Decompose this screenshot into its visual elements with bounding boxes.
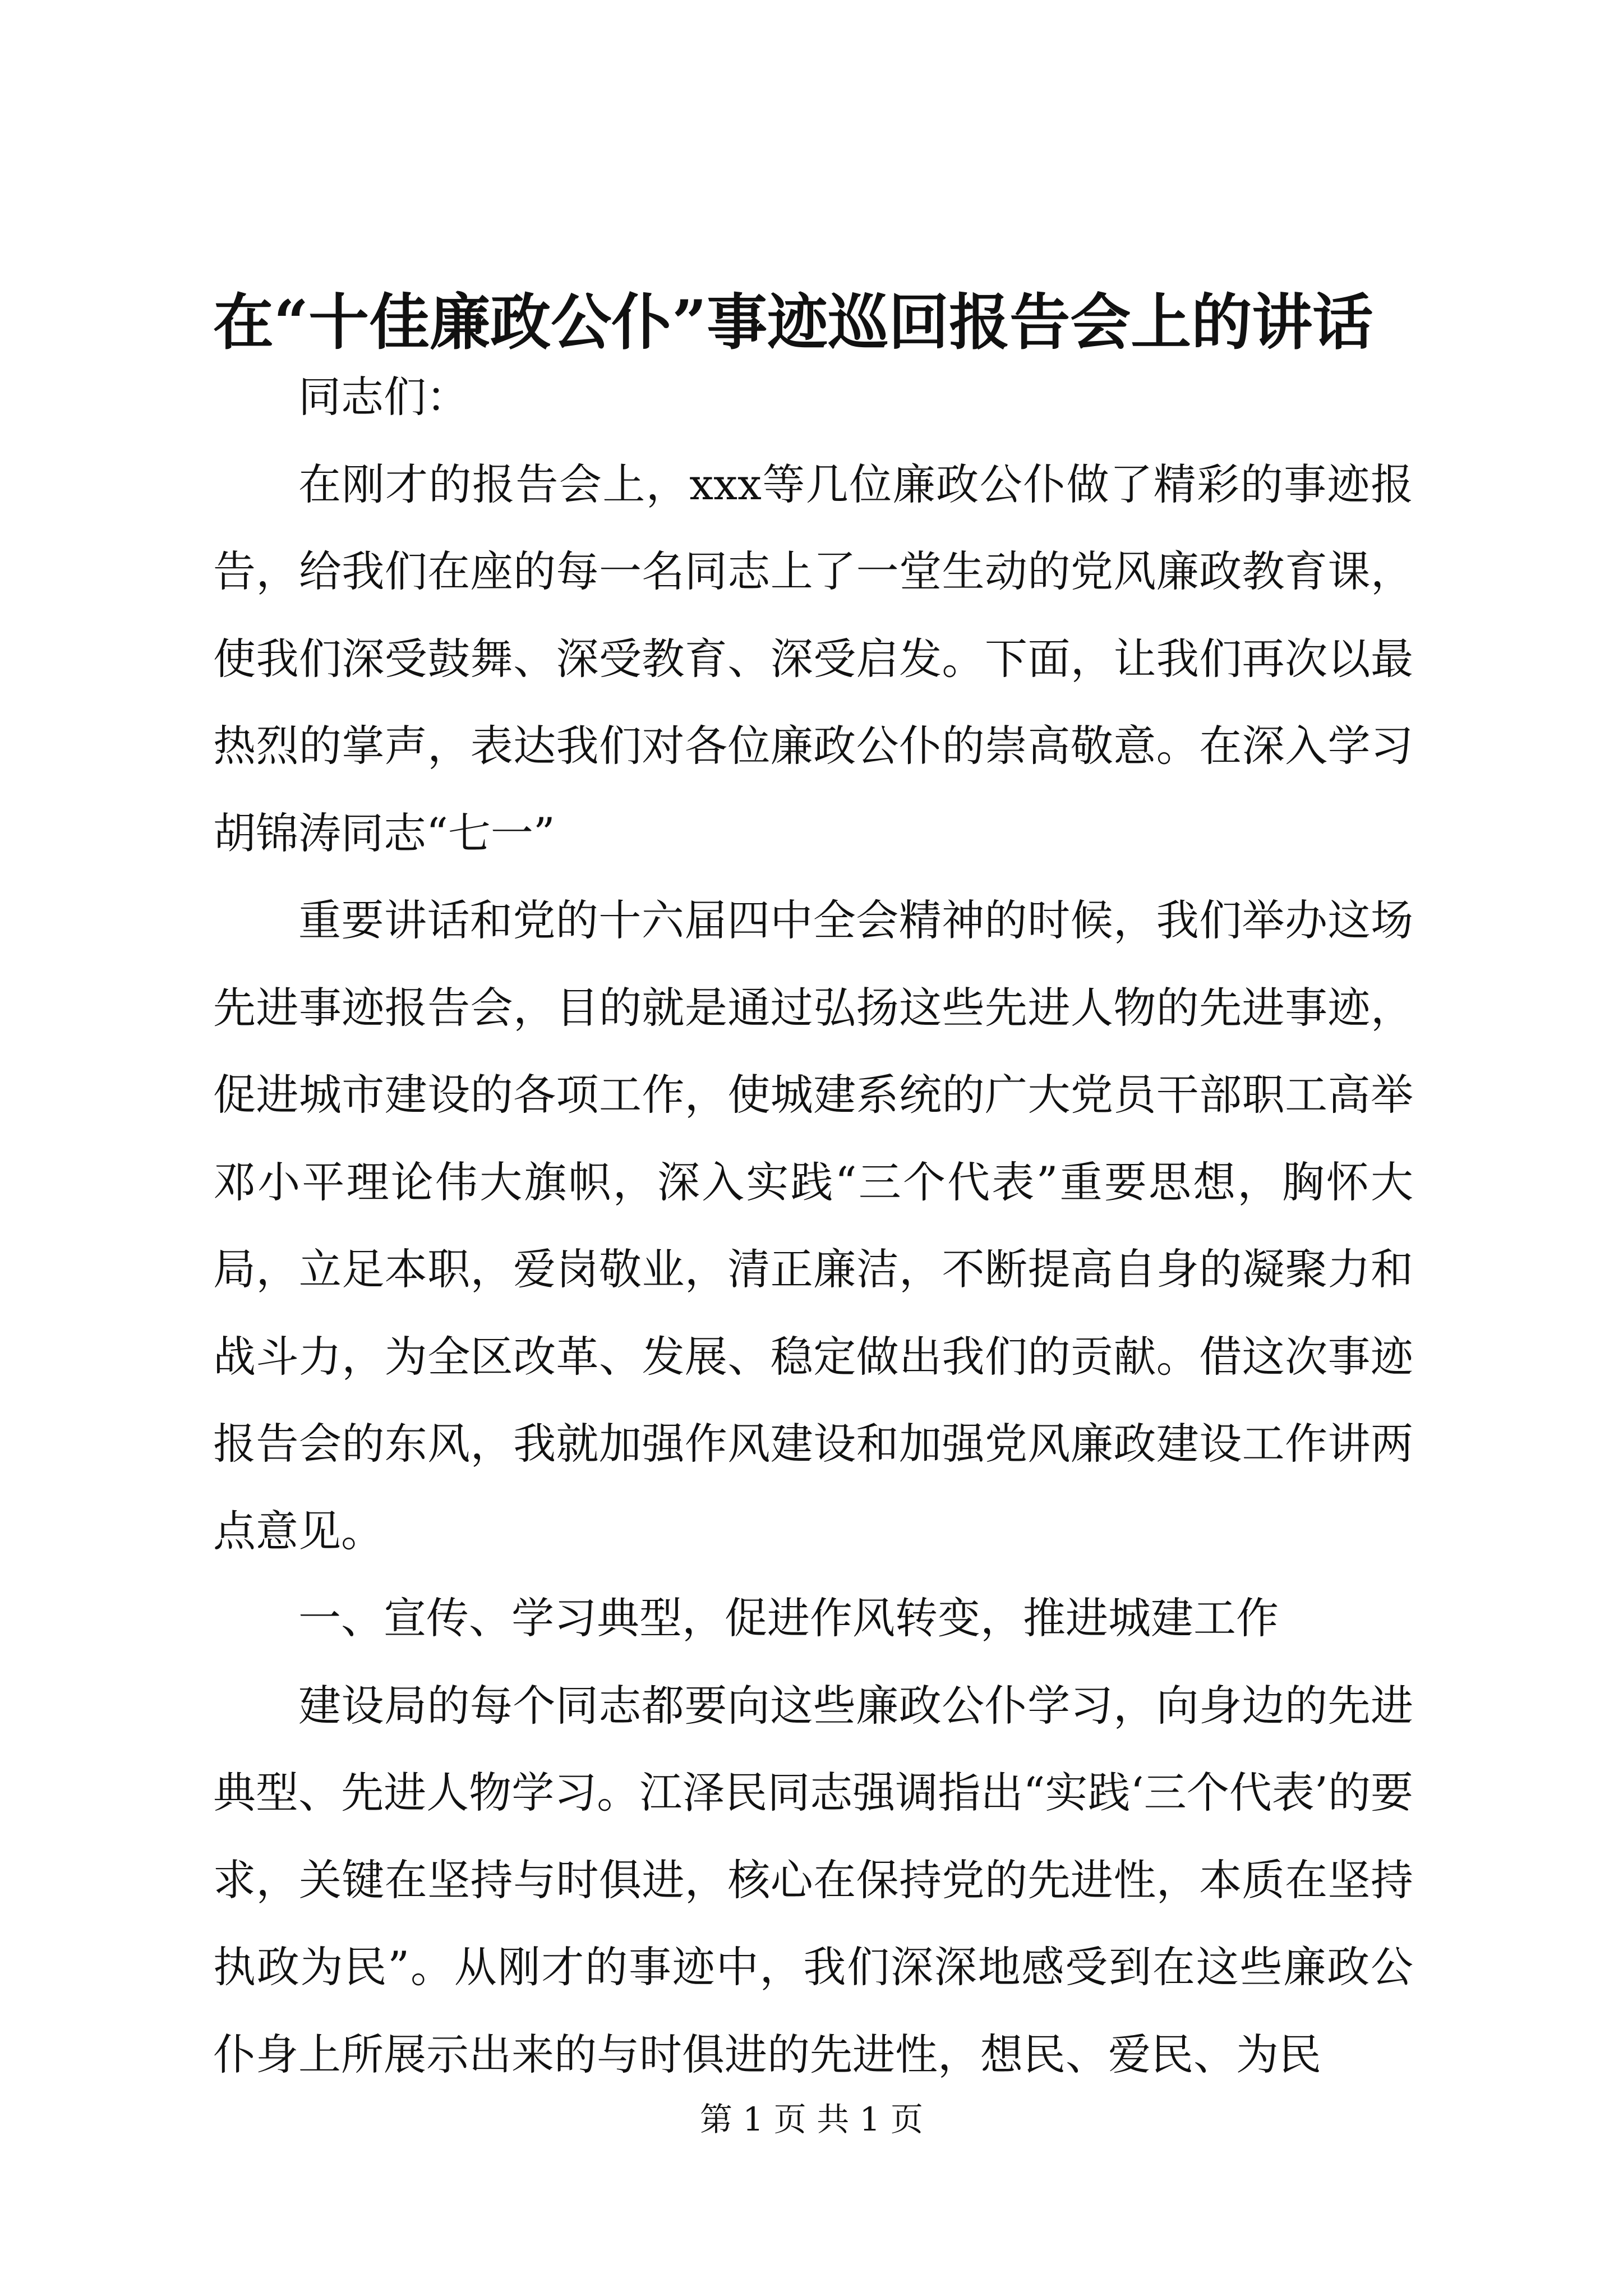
section-heading: 一、宣传、学习典型，促进作风转变，推进城建工作 bbox=[298, 1593, 1279, 1643]
body-paragraph: 在刚才的报告会上，xxx等几位廉政公仆做了精彩的事迹报告，给我们在座的每一名同志上了一堂生动的党风廉政教育课，使我们深受鼓舞、深受教育、深受启发。下面，让我们再次以最热烈的掌声，表达我们对各位廉政公仆的崇高敬意。在深入学习胡锦涛同志“七一” bbox=[213, 459, 1413, 858]
document-title: 在“十佳廉政公仆”事迹巡回报告会上的讲话 bbox=[213, 287, 1373, 358]
page-number-footer: 第 1 页 共 1 页 bbox=[700, 2100, 923, 2138]
document-body bbox=[213, 353, 1413, 2098]
body-paragraph: 重要讲话和党的十六届四中全会精神的时候，我们举办这场先进事迹报告会，目的就是通过弘扬这些先进人物的先进事迹，促进城市建设的各项工作，使城建系统的广大党员干部职工高举邓小平理论伟大旗帜，深入实践“三个代表”重要思想，胸怀大局，立足本职，爱岗敬业，清正廉洁，不断提高自身的凝聚力和战斗力，为全区改革、发展、稳定做出我们的贡献。借这次事迹报告会的东风，我就加强作风建设和加强党风廉政建设工作讲两点意见。 bbox=[213, 895, 1413, 1556]
body-paragraph: 建设局的每个同志都要向这些廉政公仆学习，向身边的先进典型、先进人物学习。江泽民同志强调指出“实践‘三个代表’的要求，关键在坚持与时俱进，核心在保持党的先进性，本质在坚持执政为民”。从刚才的事迹中，我们深深地感受到在这些廉政公仆身上所展示出来的与时俱进的先进性，想民、爱民、为民 bbox=[213, 1680, 1413, 2079]
salutation-paragraph: 同志们： bbox=[298, 372, 469, 422]
